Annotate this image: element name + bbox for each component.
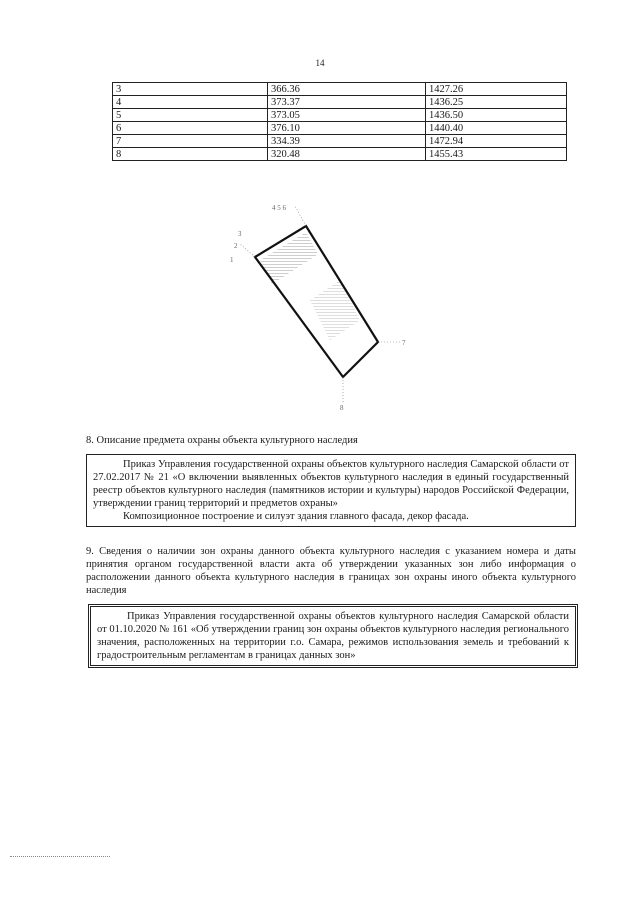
section-9-text: 9. Сведения о наличии зон охраны данного объекта культурного наследия с указанием номера и даты принятия органом государственной власти акта об утверждении указанных зон либо информация о расположении данного объекта культурного наследия в границах зон охраны иного объекта культурного наследия — [86, 546, 576, 596]
plan-label-top: 4 5 6 — [272, 204, 286, 212]
table-row — [113, 83, 567, 96]
site-plan-diagram — [210, 192, 430, 412]
coordinates-table — [112, 82, 567, 161]
footer-divider — [10, 856, 110, 857]
section-8-order-text: Приказ Управления государственной охраны объектов культурного наследия Самарской области от 27.02.2017 № 21 «О включении выявленных объектов культурного наследия в единый государственный реестр объектов культурного наследия (памятников истории и культуры) народов Российской Федерации, утверждении границ территорий и предметов охраны» — [93, 459, 569, 509]
plan-label-left-low: 1 — [230, 256, 234, 264]
table-cell-y: 1427.26 — [426, 83, 567, 96]
table-cell-y: 1440.40 — [426, 122, 567, 135]
table-cell-y: 1436.50 — [426, 109, 567, 122]
page-number: 14 — [315, 58, 325, 68]
table-row — [113, 109, 567, 122]
table-row — [113, 148, 567, 161]
plan-label-bottom: 8 — [340, 404, 344, 412]
table-cell-n: 4 — [113, 96, 268, 109]
table-row — [113, 96, 567, 109]
section-8-subject-text: Композиционное построение и силуэт здания главного фасада, декор фасада. — [123, 511, 469, 522]
section-9-order-text: Приказ Управления государственной охраны объектов культурного наследия Самарской области от 01.10.2020 № 161 «Об утверждении границ зон охраны объектов культурного наследия регионального значения, расположенных на территории г.о. Самара, режимов использования земель и требований к градостроительным регламентам в границах данных зон» — [97, 611, 569, 661]
table-cell-x: 366.36 — [268, 83, 426, 96]
table-cell-y: 1436.25 — [426, 96, 567, 109]
table-cell-n: 7 — [113, 135, 268, 148]
section-9-box — [88, 604, 578, 668]
table-cell-n: 6 — [113, 122, 268, 135]
plan-label-right: 7 — [402, 339, 406, 347]
plan-label-left-mid: 2 — [234, 242, 238, 250]
section-8-box — [86, 454, 576, 527]
table-cell-n: 5 — [113, 109, 268, 122]
plan-hatch-middle — [310, 280, 360, 340]
table-cell-x: 376.10 — [268, 122, 426, 135]
table-row — [113, 122, 567, 135]
table-cell-x: 334.39 — [268, 135, 426, 148]
table-cell-n: 8 — [113, 148, 268, 161]
table-cell-y: 1455.43 — [426, 148, 567, 161]
table-cell-n: 3 — [113, 83, 268, 96]
section-8-heading: 8. Описание предмета охраны объекта культурного наследия — [86, 435, 358, 446]
table-cell-x: 373.05 — [268, 109, 426, 122]
table-cell-x: 373.37 — [268, 96, 426, 109]
table-cell-x: 320.48 — [268, 148, 426, 161]
table-row — [113, 135, 567, 148]
table-cell-y: 1472.94 — [426, 135, 567, 148]
plan-label-left-top: 3 — [238, 230, 242, 238]
